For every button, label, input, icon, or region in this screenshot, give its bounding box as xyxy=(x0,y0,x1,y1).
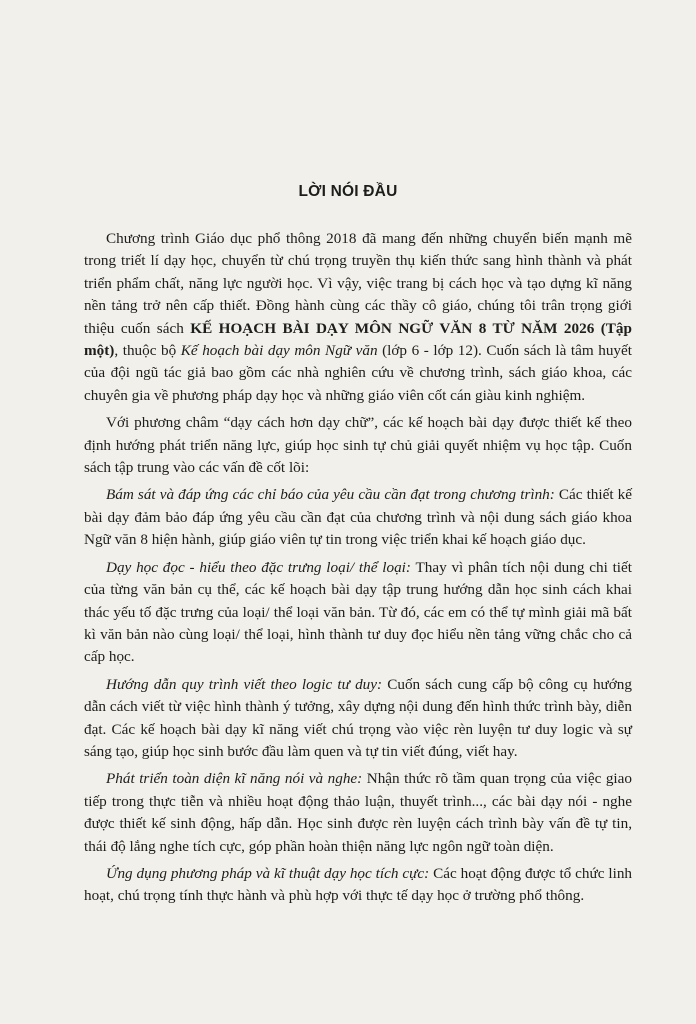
point-4-text: Nhận thức rõ tầm quan trọng của việc giao tiếp trong thực tiễn và nhiều hoạt động thảo luận, thuyết trình..., các bài dạy nói - nghe được thiết kế sinh động, hấp dẫn. Học sinh được rèn luyện cách trình bày vấn đề tự tin, thái độ lắng nghe tích cực, góp phần hoàn thiện năng lực ngôn ngữ toàn diện. xyxy=(84,770,632,855)
paragraph-point-1 xyxy=(84,484,632,551)
point-4-heading: Phát triển toàn diện kĩ năng nói và nghe: xyxy=(106,770,363,788)
preface-body xyxy=(84,228,632,913)
point-2-text: Thay vì phân tích nội dung chi tiết của từng văn bản cụ thể, các kế hoạch bài dạy tập trung hướng dẫn học sinh cách khai thác yếu tố đặc trưng của loại/ thể loại văn bản. Từ đó, các em có thể tự mình giải mã bất kì văn bản nào cùng loại/ thể loại, hình thành tư duy đọc hiểu nền tảng vững chắc cho cả cấp học. xyxy=(84,558,632,666)
point-1-heading: Bám sát và đáp ứng các chỉ báo của yêu cầu cần đạt trong chương trình: xyxy=(106,486,555,504)
paragraph-point-5 xyxy=(84,863,632,908)
point-5-heading: Ứng dụng phương pháp và kĩ thuật dạy học tích cực: xyxy=(106,864,430,882)
series-title: Kế hoạch bài dạy môn Ngữ văn xyxy=(180,342,378,360)
intro-text-3: (lớp 6 - lớp 12). Cuốn sách là tâm huyết của đội ngũ tác giả bao gồm các nhà nghiên cứu về chương trình, sách giáo khoa, các chuyên gia về phương pháp dạy học và những giáo viên cốt cán giàu kinh nghiệm. xyxy=(84,342,632,404)
intro-text-1: Chương trình Giáo dục phổ thông 2018 đã mang đến những chuyển biến mạnh mẽ trong triết lí dạy học, chuyển từ chú trọng truyền thụ kiến thức sang hình thành và phát triển phẩm chất, năng lực người học. Vì vậy, việc trang bị cách học và tạo dựng kĩ năng nền tảng trở nên cấp thiết. Đồng hành cùng các thầy cô giáo, chúng tôi trân trọng giới thiệu cuốn sách xyxy=(84,230,632,337)
paragraph-motto: Với phương châm “dạy cách hơn dạy chữ”, các kế hoạch bài dạy được thiết kế theo định hướng phát triển năng lực, giúp học sinh tự chủ giải quyết nhiệm vụ học tập. Cuốn sách tập trung vào các vấn đề cốt lõi: xyxy=(84,414,632,477)
intro-text-2: , thuộc bộ xyxy=(114,342,181,360)
point-3-heading: Hướng dẫn quy trình viết theo logic tư duy: xyxy=(106,675,383,693)
point-2-heading: Dạy học đọc - hiểu theo đặc trưng loại/ thể loại: xyxy=(106,558,411,576)
paragraph-point-3 xyxy=(84,674,632,764)
point-5-text: Các hoạt động được tổ chức linh hoạt, chú trọng tính thực hành và phù hợp với thực tế dạy học ở trường phổ thông. xyxy=(84,864,633,905)
book-title: KẾ HOẠCH BÀI DẠY MÔN NGỮ VĂN 8 TỪ NĂM 2026 (Tập một) xyxy=(84,319,632,360)
point-3-text: Cuốn sách cung cấp bộ công cụ hướng dẫn cách viết từ việc hình thành ý tưởng, xây dựng nội dung đến hình thức trình bày, diễn đạt. Các kế hoạch bài dạy kĩ năng viết chú trọng vào việc rèn luyện tư duy logic và sự sáng tạo, giúp học sinh bước đầu làm quen và tự tin viết đúng, viết hay. xyxy=(84,675,632,760)
paragraph-point-2 xyxy=(84,557,632,669)
page-title: LỜI NÓI ĐẦU xyxy=(298,183,398,200)
point-1-text: Các thiết kế bài dạy đảm bảo đáp ứng yêu cầu cần đạt của chương trình và nội dung sách giáo khoa Ngữ văn 8 hiện hành, giúp giáo viên tự tin trong việc triển khai kế hoạch giáo dục. xyxy=(84,486,632,549)
paragraph-point-4 xyxy=(84,768,632,858)
paragraph-intro xyxy=(84,228,632,407)
